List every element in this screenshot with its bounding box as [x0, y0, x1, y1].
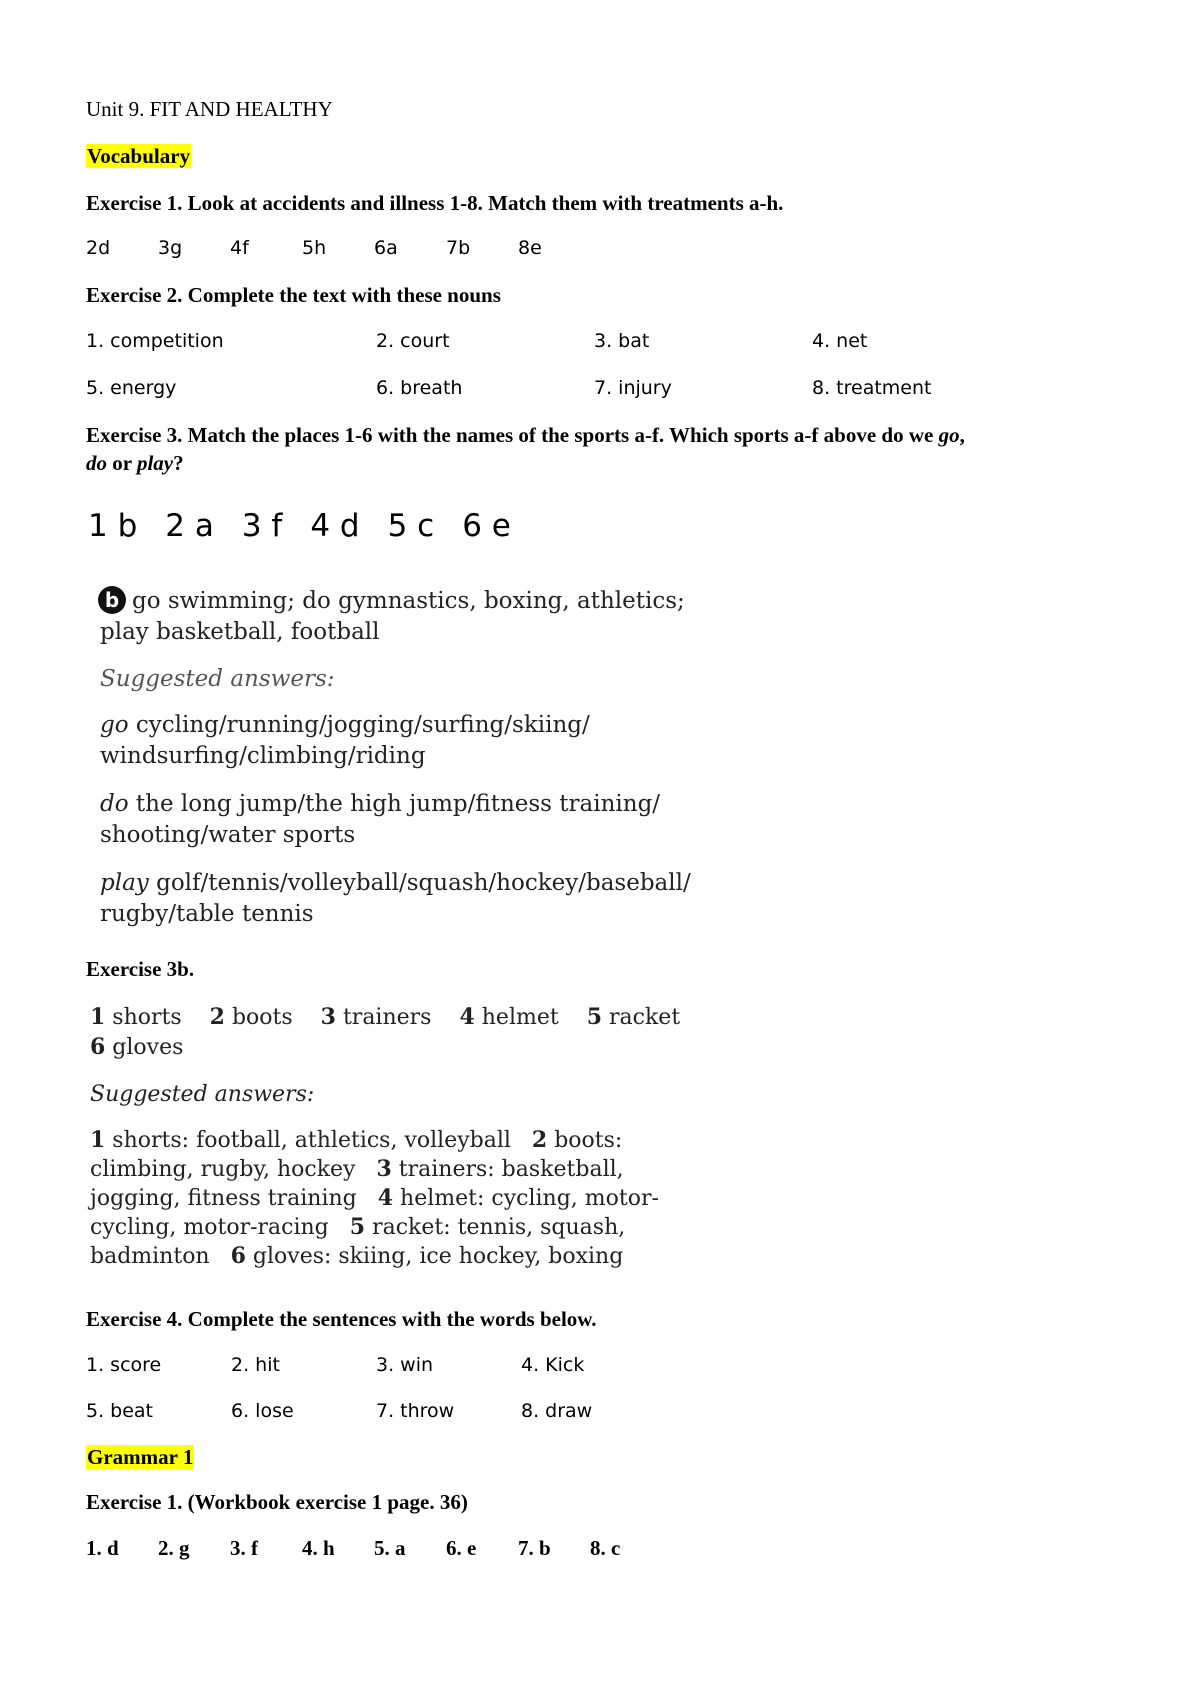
b-line2: play basketball, football: [100, 619, 380, 645]
sugg-text: badminton: [90, 1244, 210, 1269]
ex4-answer: 4. Kick: [521, 1354, 585, 1376]
sugg-text: gloves: skiing, ice hockey, boxing: [245, 1244, 624, 1269]
go-line2: windsurfing/climbing/riding: [100, 743, 426, 769]
ex3-title-qmark: ?: [173, 451, 184, 475]
ex3-title-comma: ,: [959, 423, 965, 447]
ex3-answer: 1 b: [88, 508, 138, 544]
sugg-text: climbing, rugby, hockey: [90, 1157, 356, 1182]
grammar-answer: 4. h: [302, 1536, 335, 1560]
suggested-answers-label: Suggested answers:: [100, 666, 335, 692]
sugg-text: cycling, motor-racing: [90, 1215, 329, 1240]
ex3-answer: 6 e: [462, 508, 511, 544]
ex3b-title: Exercise 3b.: [86, 957, 195, 981]
sugg-text: racket: tennis, squash,: [365, 1215, 626, 1240]
ex3-title-do: do: [86, 451, 107, 475]
ex3-answer: 2 a: [165, 508, 214, 544]
ex1-title: Exercise 1. Look at accidents and illness 1-8. Match them with treatments a-h.: [86, 191, 784, 215]
ex3-title-play: play: [136, 451, 174, 475]
sugg-num: 3: [376, 1156, 392, 1182]
do-word: do: [100, 791, 129, 817]
ex4-answer: 5. beat: [86, 1400, 154, 1422]
ex3-answers: [88, 508, 539, 544]
ex3b-word: boots: [224, 1005, 293, 1030]
ex1-answer: 4f: [230, 237, 249, 259]
grammar-heading-text: Grammar 1: [87, 1445, 194, 1469]
ex3b-num: 4: [459, 1004, 475, 1030]
sugg-num: 4: [377, 1185, 394, 1211]
sugg-num: 6: [230, 1243, 246, 1269]
do-text: the long jump/the high jump/fitness training/: [128, 791, 661, 817]
sugg-text: boots:: [547, 1128, 623, 1153]
ex2-answer: 3. bat: [594, 330, 650, 352]
grammar-ex1-title: Exercise 1. (Workbook exercise 1 page. 36): [86, 1490, 468, 1514]
ex3-answer: 4 d: [310, 508, 360, 544]
ex3-answer: 3 f: [241, 508, 283, 544]
ex3-answer: 5 c: [387, 508, 435, 544]
sugg-num: 1: [90, 1127, 106, 1153]
ex2-answer: 7. injury: [594, 377, 672, 399]
ex3b-answers-line2: [90, 1033, 183, 1062]
grammar-answer: 8. c: [590, 1536, 621, 1560]
sugg-text: shorts: football, athletics, volleyball: [105, 1128, 511, 1153]
grammar-answer: 5. a: [374, 1536, 406, 1560]
sugg-text: helmet: cycling, motor-: [393, 1186, 659, 1211]
ex1-answer: 3g: [158, 237, 183, 259]
grammar-heading: [86, 1443, 194, 1471]
do-line2: shooting/water sports: [100, 822, 356, 848]
ex3-title: [86, 421, 1126, 477]
ex3-title-text: Exercise 3. Match the places 1-6 with the names of the sports a-f. Which sports a-f above do we: [86, 423, 939, 447]
ex1-answer: 7b: [446, 237, 471, 259]
ex3b-sugg-line4: [90, 1213, 625, 1242]
ex3b-num: 6: [90, 1034, 106, 1060]
vocabulary-heading: [86, 142, 191, 170]
ex3-title-or: or: [107, 451, 137, 475]
ex3b-word: helmet: [474, 1005, 559, 1030]
go-word: go: [100, 712, 129, 738]
ex3b-num: 2: [209, 1004, 225, 1030]
b-badge-icon: b: [98, 586, 126, 614]
ex3b-block-line1: [98, 586, 685, 616]
ex3b-sugg-line3: [90, 1184, 659, 1213]
play-line2: rugby/table tennis: [100, 901, 314, 927]
ex1-answer: 2d: [86, 237, 111, 259]
ex4-answer: 7. throw: [376, 1400, 455, 1422]
ex4-answer: 6. lose: [231, 1400, 294, 1422]
play-line1: [100, 868, 691, 898]
unit-title: Unit 9. FIT AND HEALTHY: [86, 97, 333, 121]
ex3-title-go: go: [938, 423, 960, 447]
ex3b-num: 3: [320, 1004, 336, 1030]
ex3b-suggested-label: Suggested answers:: [90, 1082, 315, 1107]
ex1-answer: 6a: [374, 237, 398, 259]
ex3b-sugg-line1: [90, 1126, 622, 1155]
play-text: golf/tennis/volleyball/squash/hockey/baseball/: [148, 870, 691, 896]
grammar-answer: 3. f: [230, 1536, 258, 1560]
do-line1: [100, 789, 660, 819]
ex3b-word: trainers: [335, 1005, 432, 1030]
ex4-answer: 1. score: [86, 1354, 162, 1376]
go-text: cycling/running/jogging/surfing/skiing/: [128, 712, 590, 738]
vocabulary-heading-text: Vocabulary: [87, 144, 191, 168]
ex2-answer: 4. net: [812, 330, 868, 352]
ex2-title: Exercise 2. Complete the text with these nouns: [86, 283, 501, 307]
ex3b-num: 5: [586, 1004, 603, 1030]
ex4-title: Exercise 4. Complete the sentences with the words below.: [86, 1307, 597, 1331]
ex2-answer: 1. competition: [86, 330, 224, 352]
grammar-answer: 7. b: [518, 1536, 551, 1560]
ex3b-answers-line1: [90, 1003, 680, 1032]
ex2-answer: 8. treatment: [812, 377, 932, 399]
ex4-answer: 8. draw: [521, 1400, 593, 1422]
play-word: play: [100, 870, 149, 896]
ex3b-word: gloves: [105, 1035, 184, 1060]
ex2-answer: 5. energy: [86, 377, 177, 399]
go-line1: [100, 710, 590, 740]
sugg-text: trainers: basketball,: [391, 1157, 624, 1182]
sugg-num: 2: [531, 1127, 548, 1153]
ex3b-sugg-line5: [90, 1242, 623, 1271]
ex2-answer: 2. court: [376, 330, 450, 352]
ex3b-word: shorts: [105, 1005, 182, 1030]
ex3b-word: racket: [602, 1005, 681, 1030]
sugg-text: jogging, fitness training: [90, 1186, 357, 1211]
ex3b-num: 1: [90, 1004, 106, 1030]
ex4-answer: 2. hit: [231, 1354, 280, 1376]
grammar-answer: 1. d: [86, 1536, 119, 1560]
b-line1: go swimming; do gymnastics, boxing, athletics;: [132, 588, 685, 614]
grammar-answer: 2. g: [158, 1536, 190, 1560]
ex1-answer: 8e: [518, 237, 542, 259]
ex3b-sugg-line2: [90, 1155, 624, 1184]
ex4-answer: 3. win: [376, 1354, 434, 1376]
ex1-answer: 5h: [302, 237, 327, 259]
sugg-num: 5: [349, 1214, 366, 1240]
ex2-answer: 6. breath: [376, 377, 463, 399]
grammar-answer: 6. e: [446, 1536, 477, 1560]
